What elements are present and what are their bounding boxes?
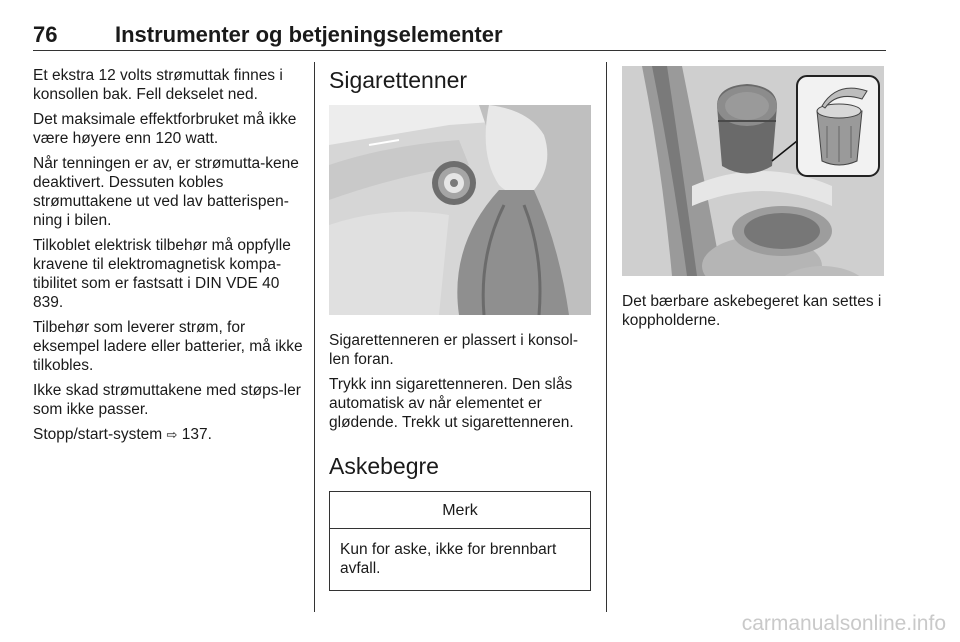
column-middle [329,66,591,591]
paragraph: Når tenningen er av, er strømutta-kene deaktivert. Dessuten kobles strømuttakene ut ved lav batterispen-ning i bilen. [33,155,299,229]
paragraph: Tilkoblet elektrisk tilbehør må oppfylle kravene til elektromagnetisk kompa-tibilitet som er fastsatt i DIN VDE 40 839. [33,237,291,311]
paragraph: Et ekstra 12 volts strømuttak finnes i konsollen bak. Fell dekselet ned. [33,67,283,103]
paragraph: Sigarettenneren er plassert i konsol-len foran. [329,332,578,368]
section-heading-cigarette-lighter: Sigarettenner [329,67,468,93]
column-divider [606,62,607,612]
column-right [622,66,886,336]
ashtray-illustration [622,66,884,276]
paragraph: Tilbehør som leverer strøm, for eksempel ladere eller batterier, må ikke tilkobles. [33,319,303,374]
reference-page: 137. [181,426,212,443]
paragraph: Ikke skad strømuttakene med støps-ler som ikke passer. [33,382,301,418]
arrow-right-icon: ⇨ [166,428,178,443]
paragraph: Trykk inn sigarettenneren. Den slås automatisk av når elementet er glødende. Trekk ut sigarettenneren. [329,376,574,431]
page-header [33,18,886,51]
paragraph: Det bærbare askebegeret kan settes i koppholderne. [622,293,882,329]
note-title: Merk [330,492,590,529]
chapter-title: Instrumenter og betjeningselementer [115,22,503,47]
column-left [33,66,303,451]
watermark: carmanualsonline.info [741,612,946,635]
paragraph: Det maksimale effektforbruket må ikke være høyere enn 120 watt. [33,111,297,147]
note-box [329,491,591,591]
reference-label: Stopp/start-system [33,426,163,443]
page-number: 76 [33,22,58,47]
section-heading-ashtray: Askebegre [329,453,439,479]
note-body: Kun for aske, ikke for brennbart avfall. [340,541,557,577]
cigarette-lighter-illustration [329,105,591,315]
column-divider [314,62,315,612]
cross-reference[interactable] [33,425,303,445]
